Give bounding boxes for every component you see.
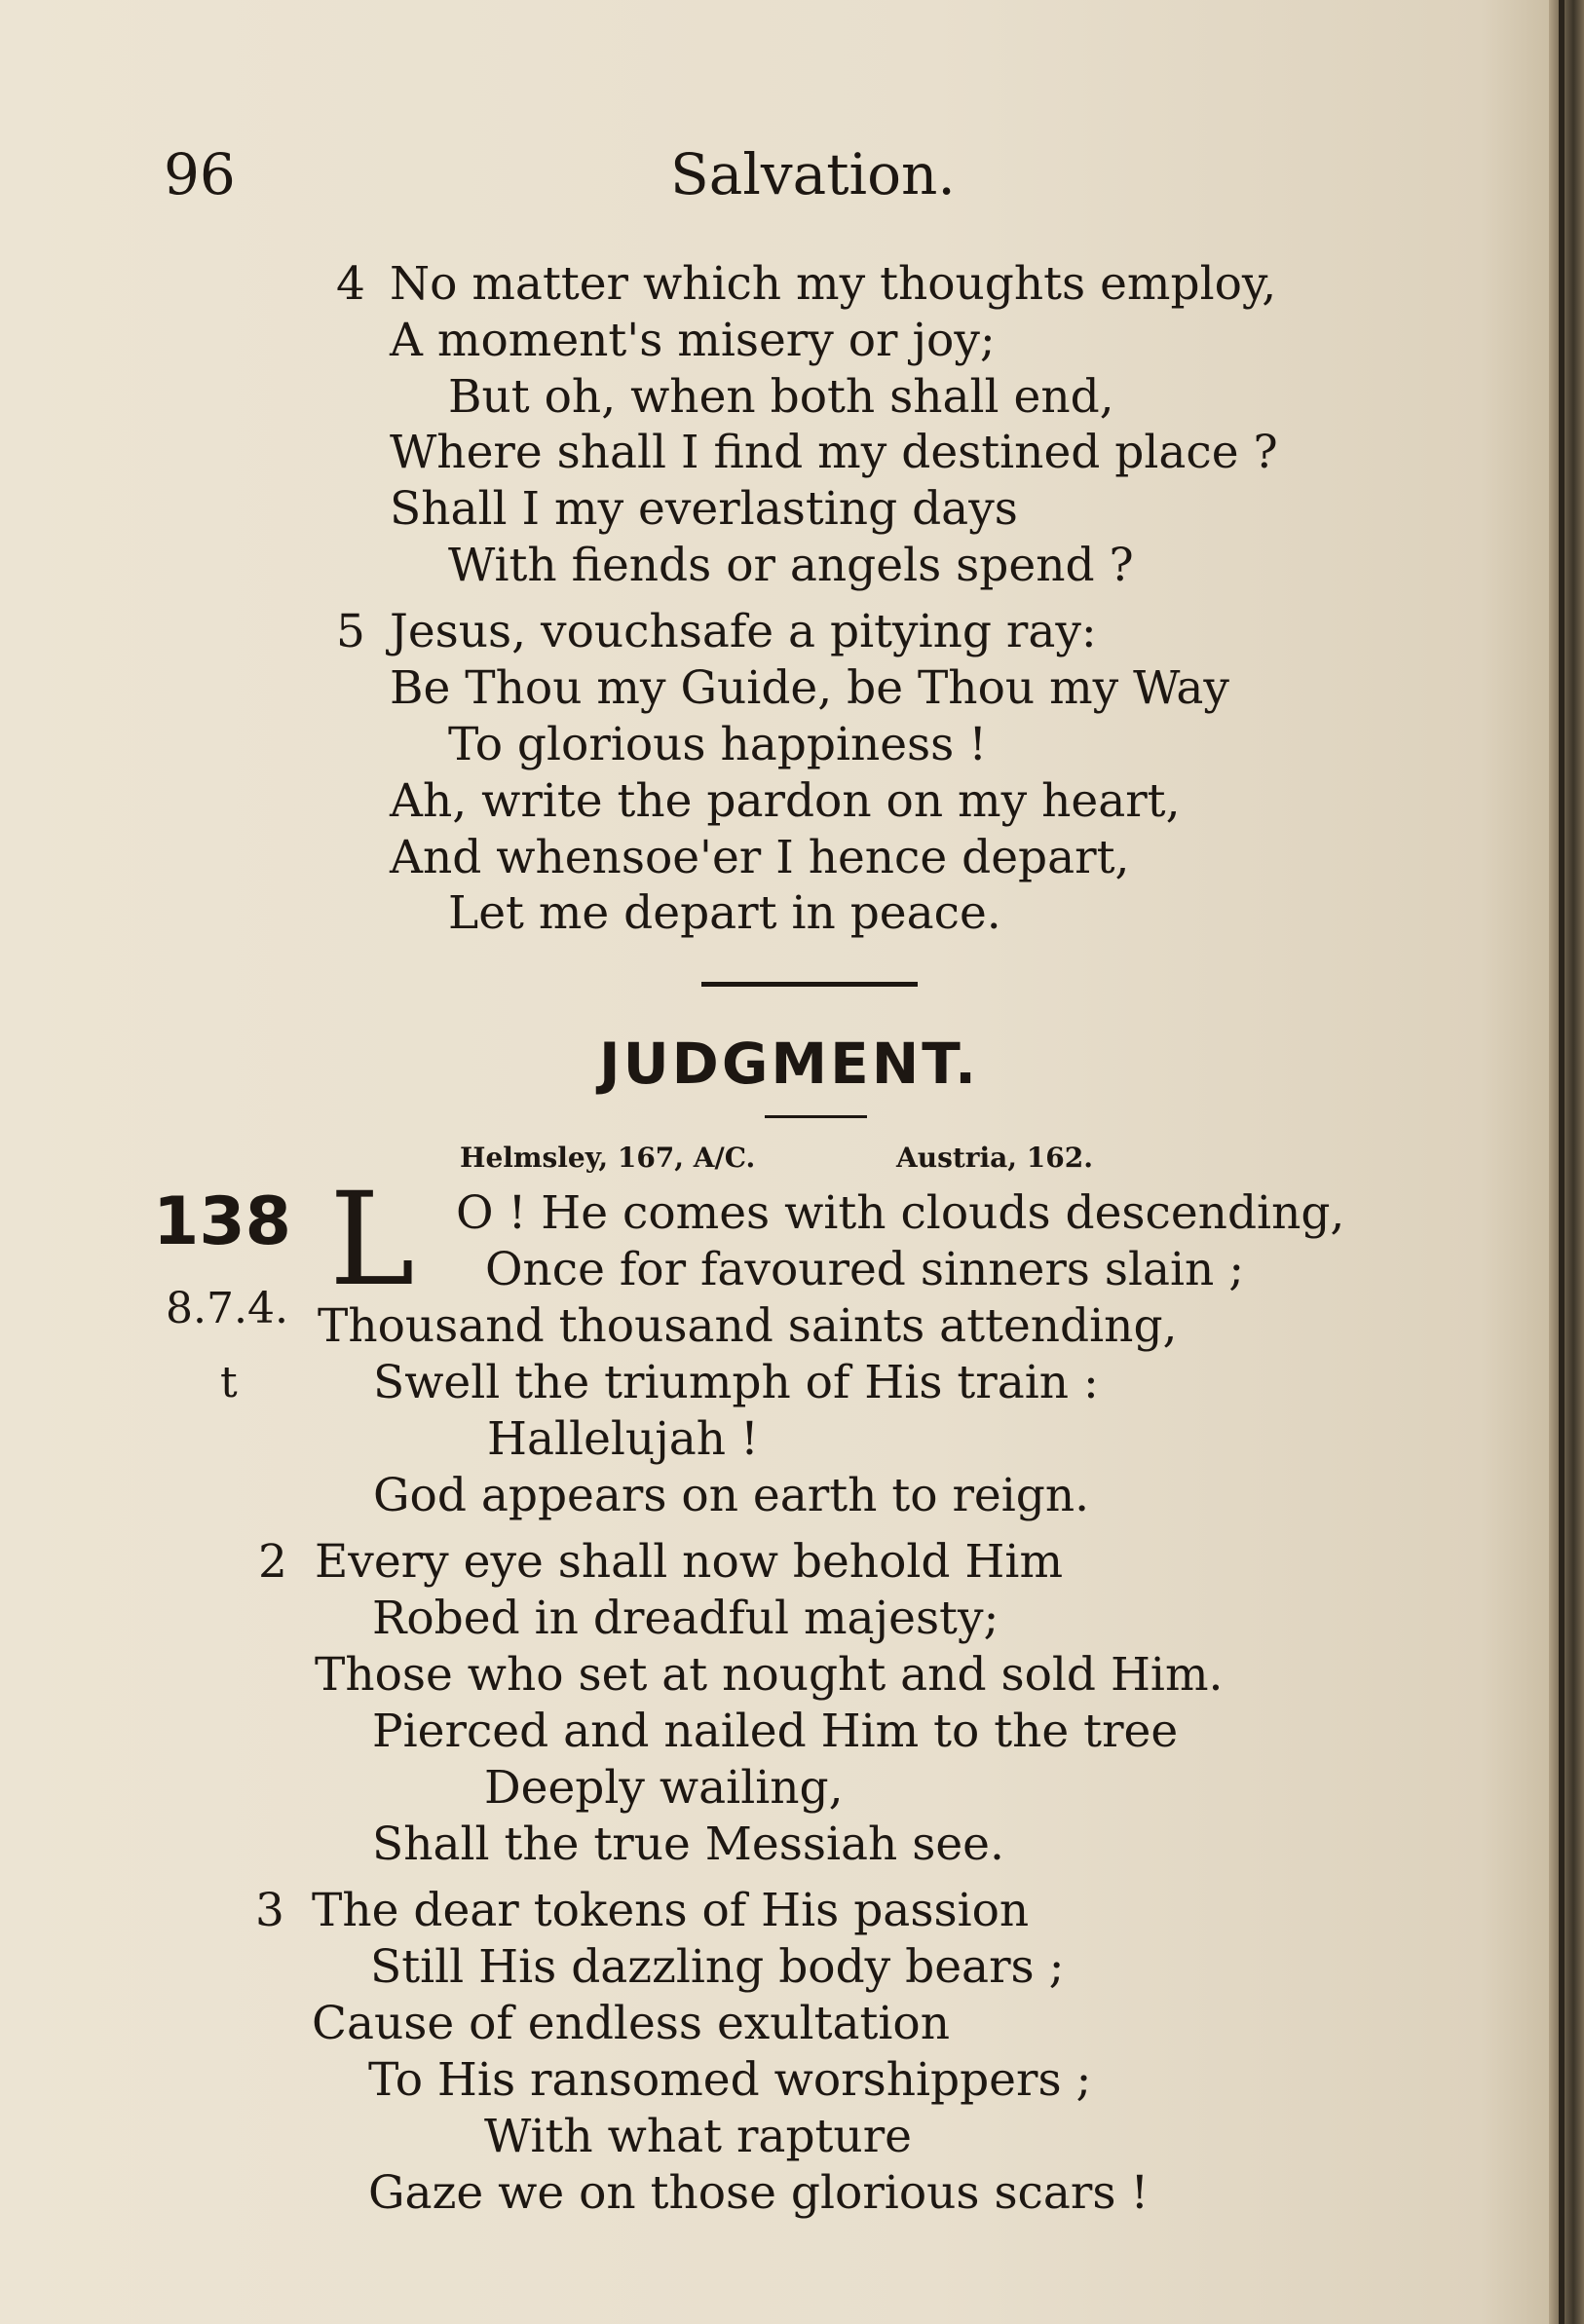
- verse-line: With fiends or angels spend ?: [448, 539, 1134, 592]
- verse-line: Hallelujah !: [487, 1412, 759, 1466]
- page-title: Salvation.: [670, 141, 956, 207]
- verse-line: Robed in dreadful majesty;: [372, 1592, 999, 1645]
- page-edge: [1559, 0, 1565, 2324]
- verse-line: Once for favoured sinners slain ;: [485, 1243, 1245, 1296]
- verse-line: Thousand thousand saints attending,: [318, 1299, 1178, 1353]
- verse-line: Shall I my everlasting days: [390, 482, 1018, 536]
- verse-line: O ! He comes with clouds descending,: [456, 1186, 1345, 1240]
- verse-line: The dear tokens of His passion: [312, 1884, 1030, 1937]
- stanza-number: 3: [255, 1884, 284, 1937]
- book-spine: [1549, 0, 1584, 2324]
- verse-line: Jesus, vouchsafe a pitying ray:: [390, 605, 1097, 658]
- verse-line: Let me depart in peace.: [448, 886, 1001, 940]
- verse-line: Where shall I find my destined place ?: [390, 426, 1278, 479]
- hymn-meter: 8.7.4.: [166, 1284, 288, 1333]
- stanza-number: 5: [336, 605, 365, 658]
- verse-line: Every eye shall now behold Him: [315, 1535, 1064, 1589]
- verse-line: To glorious happiness !: [448, 718, 988, 771]
- verse-line: To His ransomed worshippers ;: [368, 2053, 1092, 2107]
- section-divider: [701, 982, 918, 987]
- verse-line: Deeply wailing,: [484, 1761, 844, 1815]
- hymn-mark: t: [220, 1358, 238, 1407]
- stanza-number: 4: [336, 257, 365, 311]
- hymn-number: 138: [153, 1183, 291, 1260]
- verse-line: God appears on earth to reign.: [373, 1469, 1090, 1522]
- verse-line: Swell the triumph of His train :: [373, 1356, 1099, 1409]
- tune-name: Helmsley, 167, A/C.: [460, 1142, 756, 1174]
- verse-line: No matter which my thoughts employ,: [390, 257, 1277, 311]
- verse-line: Ah, write the pardon on my heart,: [390, 774, 1181, 828]
- verse-line: Still His dazzling body bears ;: [370, 1940, 1065, 1994]
- page-number: 96: [164, 141, 236, 207]
- heading-underline: [765, 1115, 867, 1118]
- verse-line: Cause of endless exultation: [312, 1997, 950, 2050]
- verse-line: Be Thou my Guide, be Thou my Way: [390, 661, 1229, 715]
- verse-line: Gaze we on those glorious scars !: [368, 2166, 1150, 2220]
- verse-line: With what rapture: [484, 2110, 912, 2163]
- verse-line: Pierced and nailed Him to the tree: [372, 1705, 1179, 1758]
- verse-line: But oh, when both shall end,: [448, 370, 1114, 424]
- drop-cap: L: [329, 1165, 415, 1315]
- section-heading: JUDGMENT.: [599, 1031, 980, 1097]
- verse-line: Those who set at nought and sold Him.: [315, 1648, 1224, 1702]
- verse-line: A moment's misery or joy;: [390, 314, 996, 367]
- stanza-number: 2: [258, 1535, 287, 1589]
- verse-line: Shall the true Messiah see.: [372, 1818, 1004, 1871]
- verse-line: And whensoe'er I hence depart,: [390, 831, 1130, 884]
- tune-name: Austria, 162.: [896, 1142, 1094, 1174]
